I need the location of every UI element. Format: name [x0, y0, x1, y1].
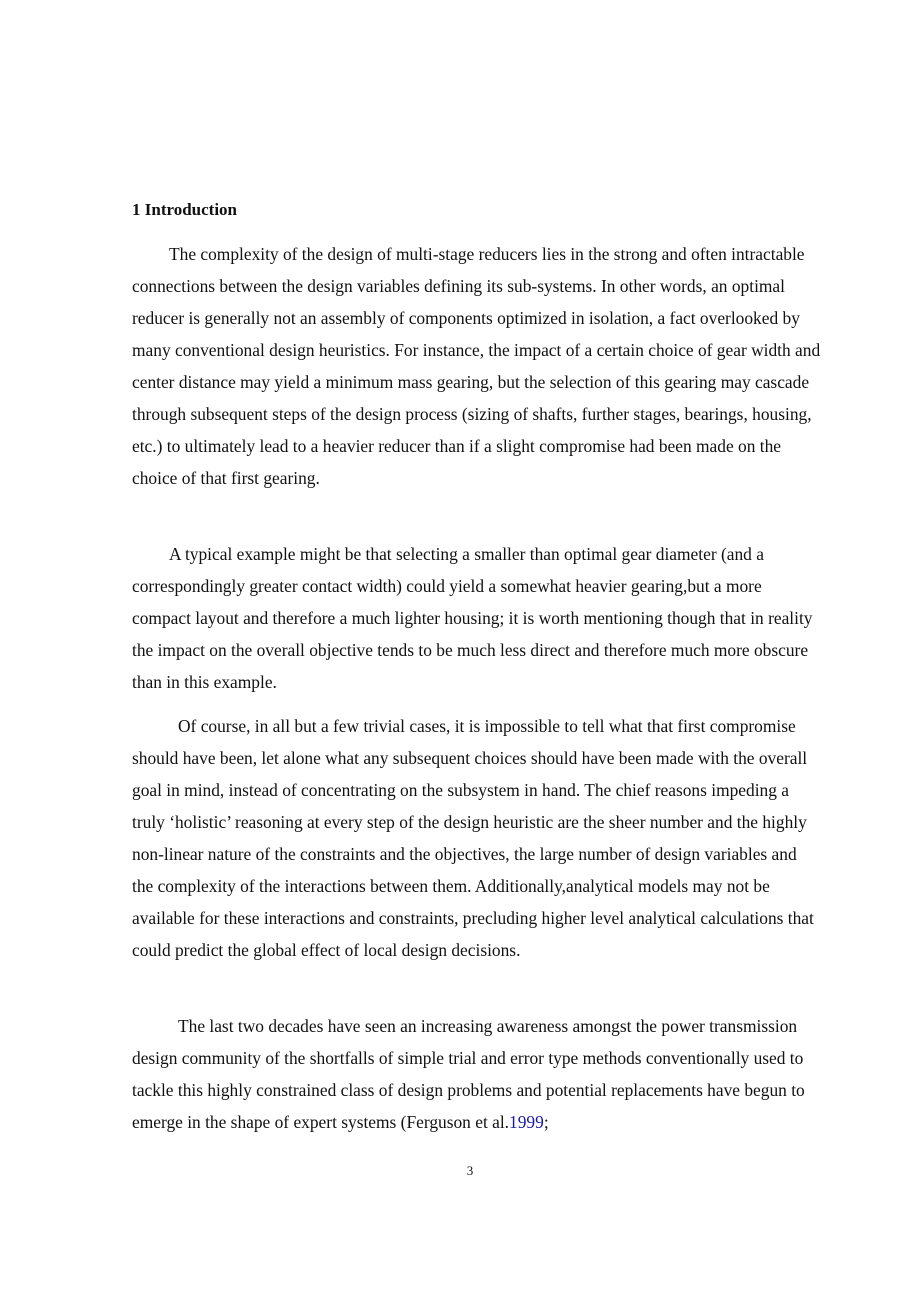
- paragraph-4-text: The last two decades have seen an increasing awareness amongst the power transmission design community of the shortfalls of simple trial and error type methods conventionally used to tackle this highly constrained class of design problems and potential replacements have begun to emerge in the shape of expert systems (Ferguson et al.: [132, 1016, 805, 1132]
- paragraph-2: A typical example might be that selecting a smaller than optimal gear diameter (and a correspondingly greater contact width) could yield a somewhat heavier gearing,but a more compact layout and therefore a much lighter housing; it is worth mentioning though that in reality the impact on the overall objective tends to be much less direct and therefore much more obscure than in this example.: [132, 544, 813, 692]
- page-number: 3: [466, 1163, 474, 1178]
- paragraph-1: The complexity of the design of multi-stage reducers lies in the strong and often intractable connections between the design variables defining its sub-systems. In other words, an optimal reducer is generally not an assembly of components optimized in isolation, a fact overlooked by many conventional design heuristics. For instance, the impact of a certain choice of gear width and center distance may yield a minimum mass gearing, but the selection of this gearing may cascade through subsequent steps of the design process (sizing of shafts, further stages, bearings, housing, etc.) to ultimately lead to a heavier reducer than if a slight compromise had been made on the choice of that first gearing.: [132, 244, 821, 488]
- paragraph-4-trailing: ;: [543, 1112, 549, 1132]
- paragraph-3: Of course, in all but a few trivial cases, it is impossible to tell what that first compromise should have been, let alone what any subsequent choices should have been made with the overall goal in mind, instead of concentrating on the subsystem in hand. The chief reasons impeding a truly ‘holistic’ reasoning at every step of the design heuristic are the sheer number and the highly non-linear nature of the constraints and the objectives, the large number of design variables and the complexity of the interactions between them. Additionally,analytical models may not be available for these interactions and constraints, precluding higher level analytical calculations that could predict the global effect of local design decisions.: [132, 716, 814, 960]
- section-heading: 1 Introduction: [132, 200, 238, 219]
- paragraph-4: [132, 1010, 822, 1138]
- citation-link-ferguson-1999[interactable]: 1999: [509, 1112, 544, 1132]
